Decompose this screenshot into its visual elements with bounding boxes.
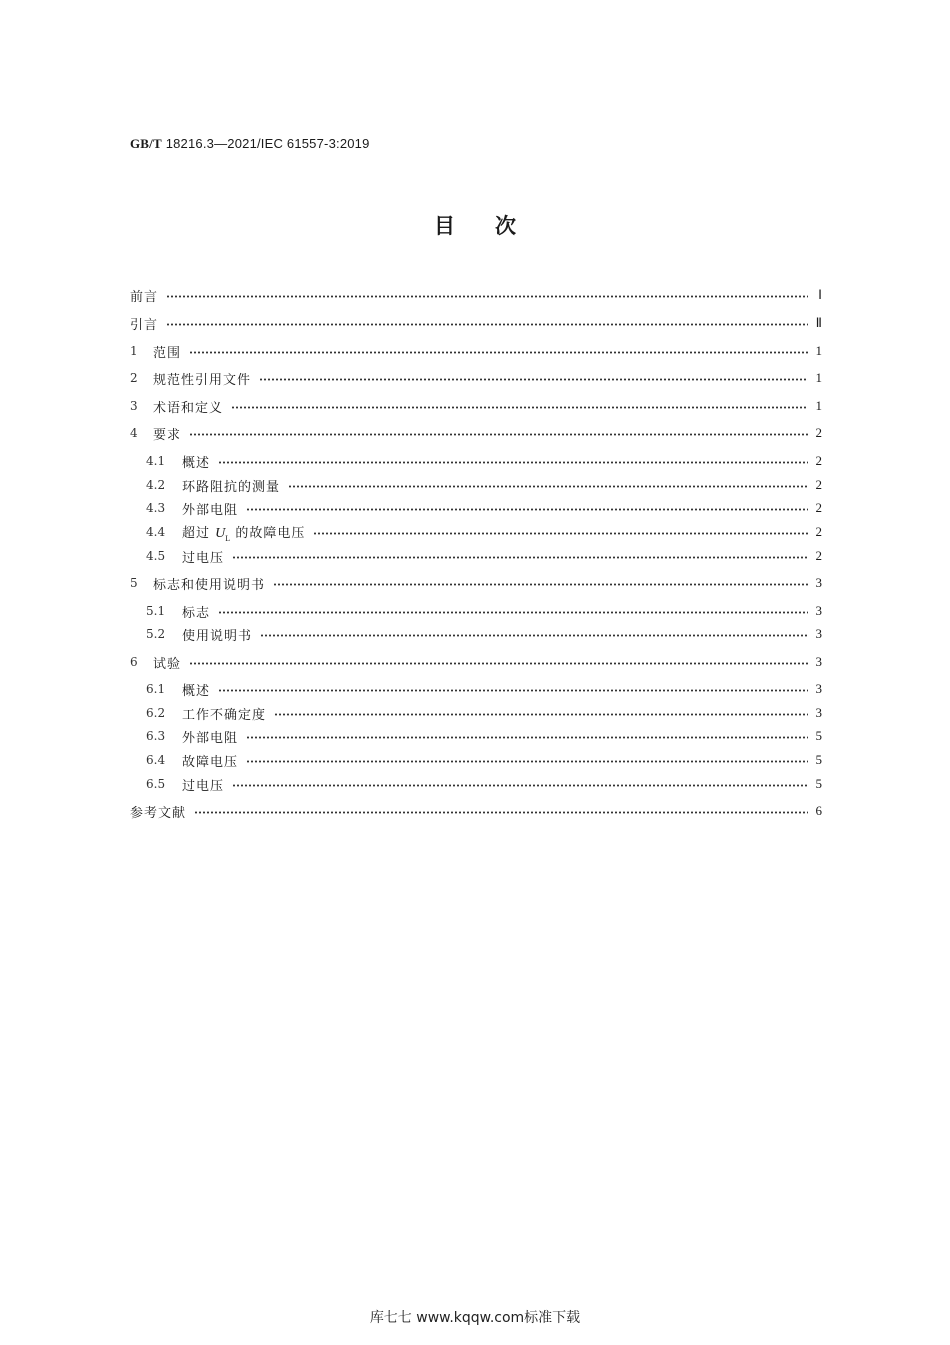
toc-entry-number: 1 — [130, 344, 138, 358]
leader-dots — [218, 611, 808, 614]
toc-entry-number: 5.1 — [146, 604, 166, 618]
toc-entry-6[interactable] — [130, 651, 822, 673]
toc-entry-number: 3 — [130, 399, 138, 413]
toc-entry-number: 5.2 — [146, 627, 166, 641]
toc-entry-4-2[interactable] — [146, 474, 822, 496]
toc-entry-page: 1 — [815, 343, 822, 358]
toc-entry-number: 5 — [130, 576, 138, 590]
toc-entry-label: 引言 — [130, 317, 159, 333]
toc-entry-page: 2 — [815, 477, 822, 492]
leader-dots — [189, 662, 808, 665]
toc-entry-label: 外部电阻 — [182, 502, 239, 518]
page-title: 目次 — [434, 214, 556, 238]
toc-entry-1[interactable] — [130, 340, 822, 362]
leader-dots — [218, 689, 808, 692]
toc-entry-label: 参考文献 — [130, 805, 187, 821]
toc-entry-page: 6 — [815, 803, 822, 818]
toc-entry-page: 2 — [815, 425, 822, 440]
leader-dots — [189, 351, 808, 354]
toc-entry-page: 1 — [815, 370, 822, 385]
toc-entry-page: 3 — [815, 603, 822, 618]
voltage-symbol — [215, 526, 230, 541]
toc-entry-3[interactable] — [130, 395, 822, 417]
toc-entry-page: 3 — [815, 705, 822, 720]
toc-entry-label: 过电压 — [182, 550, 225, 566]
leader-dots — [189, 433, 808, 436]
toc-entry-label: 范围 — [153, 345, 182, 361]
toc-entry-number: 4.3 — [146, 501, 166, 515]
leader-dots — [232, 784, 808, 787]
toc-entry-number: 6.3 — [146, 729, 166, 743]
toc-entry-6-1[interactable] — [146, 678, 822, 700]
toc-entry-number: 4 — [130, 426, 138, 440]
voltage-symbol-subscript: L — [225, 533, 231, 543]
toc-entry-number: 2 — [130, 371, 138, 385]
leader-dots — [166, 295, 808, 298]
toc-entry-6-4[interactable] — [146, 749, 822, 771]
toc-entry-number: 6.4 — [146, 753, 166, 767]
toc-entry-label: 规范性引用文件 — [153, 372, 252, 388]
toc-entry-page: 1 — [815, 398, 822, 413]
leader-dots — [232, 556, 808, 559]
toc-entry-4-5[interactable] — [146, 545, 822, 567]
toc-entry-label — [182, 522, 311, 543]
toc-entry-page: Ⅱ — [815, 315, 822, 330]
toc-entry-label: 概述 — [182, 683, 211, 699]
leader-dots — [231, 406, 808, 409]
toc-entry-number: 4.1 — [146, 454, 166, 468]
toc-entry-page: 5 — [815, 752, 822, 767]
toc-entry-label: 工作不确定度 — [182, 707, 267, 723]
toc-entry-label: 故障电压 — [182, 754, 239, 770]
toc-entry-label: 使用说明书 — [182, 628, 253, 644]
toc-entry-2[interactable] — [130, 367, 822, 389]
toc-entry-5-2[interactable] — [146, 623, 822, 645]
toc-entry-page: 2 — [815, 524, 822, 539]
toc-entry-4-1[interactable] — [146, 450, 822, 472]
toc-entry-label: 过电压 — [182, 778, 225, 794]
toc-entry-page: 2 — [815, 548, 822, 563]
toc-entry-page: 5 — [815, 776, 822, 791]
voltage-symbol-letter: U — [215, 525, 226, 541]
toc-entry-label: 要求 — [153, 427, 182, 443]
toc-entry-6-3[interactable] — [146, 725, 822, 747]
toc-entry-5[interactable] — [130, 572, 822, 594]
toc-entry-page: Ⅰ — [818, 287, 822, 302]
toc-entry-label: 标志 — [182, 605, 211, 621]
toc-entry-bibliography[interactable] — [130, 800, 822, 822]
toc-entry-number: 6 — [130, 655, 138, 669]
standard-prefix: GB/T — [130, 136, 162, 151]
leader-dots — [166, 323, 808, 326]
footer-watermark-text: 库七七 www.kqqw.com标准下载 — [369, 1310, 581, 1326]
toc-entry-label: 试验 — [153, 656, 182, 672]
toc-entry-introduction[interactable] — [130, 312, 822, 334]
leader-dots — [218, 461, 808, 464]
toc-entry-page: 3 — [815, 654, 822, 669]
toc-entry-page: 2 — [815, 500, 822, 515]
standard-number — [130, 136, 370, 152]
toc-entry-number: 6.1 — [146, 682, 166, 696]
toc-entry-4-3[interactable] — [146, 497, 822, 519]
toc-entry-4-4[interactable] — [146, 521, 822, 543]
label-prefix: 超过 — [182, 525, 211, 541]
leader-dots — [288, 485, 808, 488]
leader-dots — [259, 378, 808, 381]
toc-entry-label: 术语和定义 — [153, 400, 224, 416]
leader-dots — [274, 713, 808, 716]
toc-entry-page: 3 — [815, 681, 822, 696]
toc-entry-label: 标志和使用说明书 — [153, 577, 266, 593]
toc-entry-4[interactable] — [130, 422, 822, 444]
toc-entry-label: 环路阻抗的测量 — [182, 479, 281, 495]
toc-entry-number: 4.4 — [146, 525, 166, 539]
toc-entry-label: 前言 — [130, 289, 159, 305]
toc-entry-page: 5 — [815, 728, 822, 743]
leader-dots — [246, 736, 808, 739]
toc-entry-6-2[interactable] — [146, 702, 822, 724]
standard-code: 18216.3—2021/IEC 61557-3:2019 — [165, 136, 370, 151]
toc-entry-page: 3 — [815, 575, 822, 590]
toc-entry-label: 概述 — [182, 455, 211, 471]
leader-dots — [246, 760, 808, 763]
toc-entry-6-5[interactable] — [146, 773, 822, 795]
label-suffix: 的故障电压 — [235, 525, 306, 541]
leader-dots — [260, 634, 808, 637]
toc-entry-foreword[interactable] — [130, 284, 822, 306]
toc-entry-number: 6.5 — [146, 777, 166, 791]
toc-entry-number: 4.5 — [146, 549, 166, 563]
toc-entry-number: 4.2 — [146, 478, 166, 492]
toc-entry-page: 3 — [815, 626, 822, 641]
leader-dots — [246, 508, 808, 511]
leader-dots — [313, 532, 808, 535]
leader-dots — [273, 583, 808, 586]
toc-entry-label: 外部电阻 — [182, 730, 239, 746]
toc-entry-number: 6.2 — [146, 706, 166, 720]
toc-entry-page: 2 — [815, 453, 822, 468]
leader-dots — [194, 811, 808, 814]
toc-entry-5-1[interactable] — [146, 600, 822, 622]
